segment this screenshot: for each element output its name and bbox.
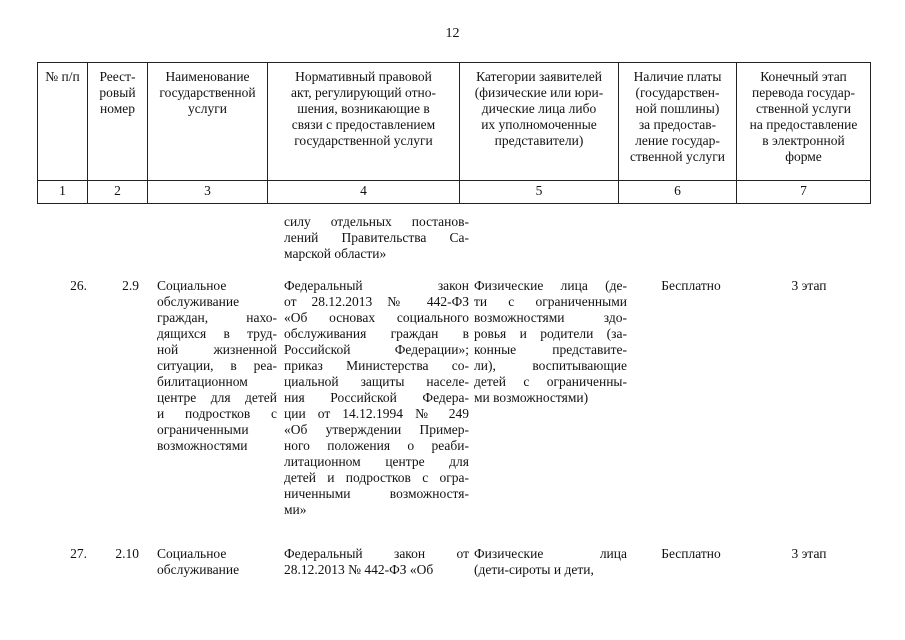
services-table-header bbox=[37, 62, 871, 204]
text-line: лений Правительства Са- bbox=[284, 230, 469, 245]
header-row bbox=[38, 63, 871, 181]
text-line: марской области» bbox=[284, 246, 387, 261]
text-line: детей с ограниченны- bbox=[474, 374, 627, 389]
text-line: Социальное bbox=[157, 546, 227, 561]
text-line: приказ Министерства со- bbox=[284, 358, 469, 373]
text-line: Физические лица (де- bbox=[474, 278, 627, 293]
text-line: силу отдельных постанов- bbox=[284, 214, 469, 229]
header-text-line: ление государ- bbox=[635, 133, 720, 148]
row-legal-act bbox=[284, 278, 469, 518]
header-text-line: ной пошлины) bbox=[635, 101, 720, 116]
text-line: и подростков с bbox=[157, 406, 277, 421]
row-legal-act bbox=[284, 546, 469, 578]
header-text-line: шения, возникающие в bbox=[297, 101, 430, 116]
col-number: 6 bbox=[619, 181, 737, 204]
header-text-line: связи с предоставлением bbox=[291, 117, 436, 132]
text-line: ции от 14.12.1994 № 249 bbox=[284, 406, 469, 421]
row-service-name bbox=[157, 546, 277, 578]
text-line: Российской Федерации»; bbox=[284, 342, 469, 357]
page-number: 12 bbox=[445, 26, 460, 41]
row-registry: 2.9 bbox=[122, 278, 139, 293]
text-line: Федеральный закон bbox=[284, 278, 469, 293]
text-line: 28.12.2013 № 442-ФЗ «Об bbox=[284, 562, 434, 577]
header-text-line: их уполномоченные bbox=[481, 117, 597, 132]
header-text-line: ственной услуги bbox=[630, 149, 725, 164]
header-text-line: услуги bbox=[188, 101, 227, 116]
col-header-service-name bbox=[148, 63, 268, 181]
header-text-line: Наличие платы bbox=[633, 69, 722, 84]
text-line: «Об основах социального bbox=[284, 310, 469, 325]
text-line: циальной защиты населе- bbox=[284, 374, 469, 389]
col-number: 2 bbox=[88, 181, 148, 204]
text-line: литационном центре для bbox=[284, 454, 469, 469]
text-line: билитационном bbox=[157, 374, 248, 389]
col-number: 4 bbox=[268, 181, 460, 204]
text-line: (дети-сироты и дети, bbox=[474, 562, 594, 577]
text-line: обслуживание bbox=[157, 562, 240, 577]
header-text-line: представители) bbox=[494, 133, 584, 148]
text-line: ной жизненной bbox=[157, 342, 277, 357]
text-line: Федеральный закон от bbox=[284, 546, 469, 561]
header-text-line: форме bbox=[785, 149, 822, 164]
row-registry: 2.10 bbox=[115, 546, 139, 561]
col-number: 1 bbox=[38, 181, 88, 204]
text-line: возможностями здо- bbox=[474, 310, 627, 325]
col-header-fee bbox=[619, 63, 737, 181]
header-text-line: государственной bbox=[159, 85, 256, 100]
header-text-line: дические лица либо bbox=[481, 101, 597, 116]
row-fee: Бесплатно bbox=[661, 546, 721, 561]
text-line: ми возможностями) bbox=[474, 390, 589, 405]
text-line: ния Российской Федера- bbox=[284, 390, 469, 405]
col-number: 5 bbox=[460, 181, 619, 204]
text-line: детей и подростков с огра- bbox=[284, 470, 469, 485]
col-header-registry bbox=[88, 63, 148, 181]
header-text-line: в электронной bbox=[762, 133, 845, 148]
header-text-line: Наименование bbox=[165, 69, 250, 84]
continuation-legal-act bbox=[284, 214, 469, 262]
text-line: от 28.12.2013 № 442-ФЗ bbox=[284, 294, 469, 309]
header-text-line: (физические или юри- bbox=[474, 85, 604, 100]
header-text-line: номер bbox=[99, 101, 135, 116]
text-line: обслуживания граждан в bbox=[284, 326, 469, 341]
header-text-line: перевода государ- bbox=[752, 85, 855, 100]
row-num: 27. bbox=[70, 546, 87, 561]
header-text-line: государственной услуги bbox=[294, 133, 433, 148]
col-header-final-stage bbox=[737, 63, 871, 181]
header-text-line: Реест- bbox=[99, 69, 136, 84]
row-service-name bbox=[157, 278, 277, 454]
text-line: конные представите- bbox=[474, 342, 627, 357]
row-applicants bbox=[474, 278, 627, 406]
header-text-line: (государствен- bbox=[635, 85, 720, 100]
text-line: Социальное bbox=[157, 278, 227, 293]
header-text-line: за предостав- bbox=[638, 117, 717, 132]
text-line: обслуживание bbox=[157, 294, 240, 309]
text-line: возможностями bbox=[157, 438, 248, 453]
header-text-line: ровый bbox=[99, 85, 136, 100]
col-header-num bbox=[38, 63, 88, 181]
text-line: ти с ограниченными bbox=[474, 294, 627, 309]
text-line: центре для детей bbox=[157, 390, 277, 405]
header-text-line: Категории заявителей bbox=[476, 69, 602, 84]
text-line: ми» bbox=[284, 502, 307, 517]
col-number: 7 bbox=[737, 181, 871, 204]
text-line: граждан, нахо- bbox=[157, 310, 277, 325]
text-line: ли), воспитывающие bbox=[474, 358, 627, 373]
text-line: ниченными возможностя- bbox=[284, 486, 469, 501]
text-line: ограниченными bbox=[157, 422, 249, 437]
row-final-stage: 3 этап bbox=[791, 278, 827, 293]
header-text-line: акт, регулирующий отно- bbox=[291, 85, 436, 100]
header-text-line: на предоставление bbox=[749, 117, 858, 132]
col-header-applicants bbox=[460, 63, 619, 181]
text-line: Физические лица bbox=[474, 546, 627, 561]
text-line: ситуации, в реа- bbox=[157, 358, 277, 373]
header-text-line: Конечный этап bbox=[760, 69, 847, 84]
text-line: ного положения о реаби- bbox=[284, 438, 469, 453]
header-text-line: Нормативный правовой bbox=[295, 69, 432, 84]
column-number-row bbox=[38, 181, 871, 204]
row-applicants bbox=[474, 546, 627, 578]
row-num: 26. bbox=[70, 278, 87, 293]
header-text-line: № п/п bbox=[45, 69, 80, 84]
text-line: ровья и родители (за- bbox=[474, 326, 627, 341]
text-line: «Об утверждении Пример- bbox=[284, 422, 469, 437]
row-final-stage: 3 этап bbox=[791, 546, 827, 561]
col-header-legal-act bbox=[268, 63, 460, 181]
header-text-line: ственной услуги bbox=[756, 101, 851, 116]
text-line: дящихся в труд- bbox=[157, 326, 277, 341]
row-fee: Бесплатно bbox=[661, 278, 721, 293]
col-number: 3 bbox=[148, 181, 268, 204]
